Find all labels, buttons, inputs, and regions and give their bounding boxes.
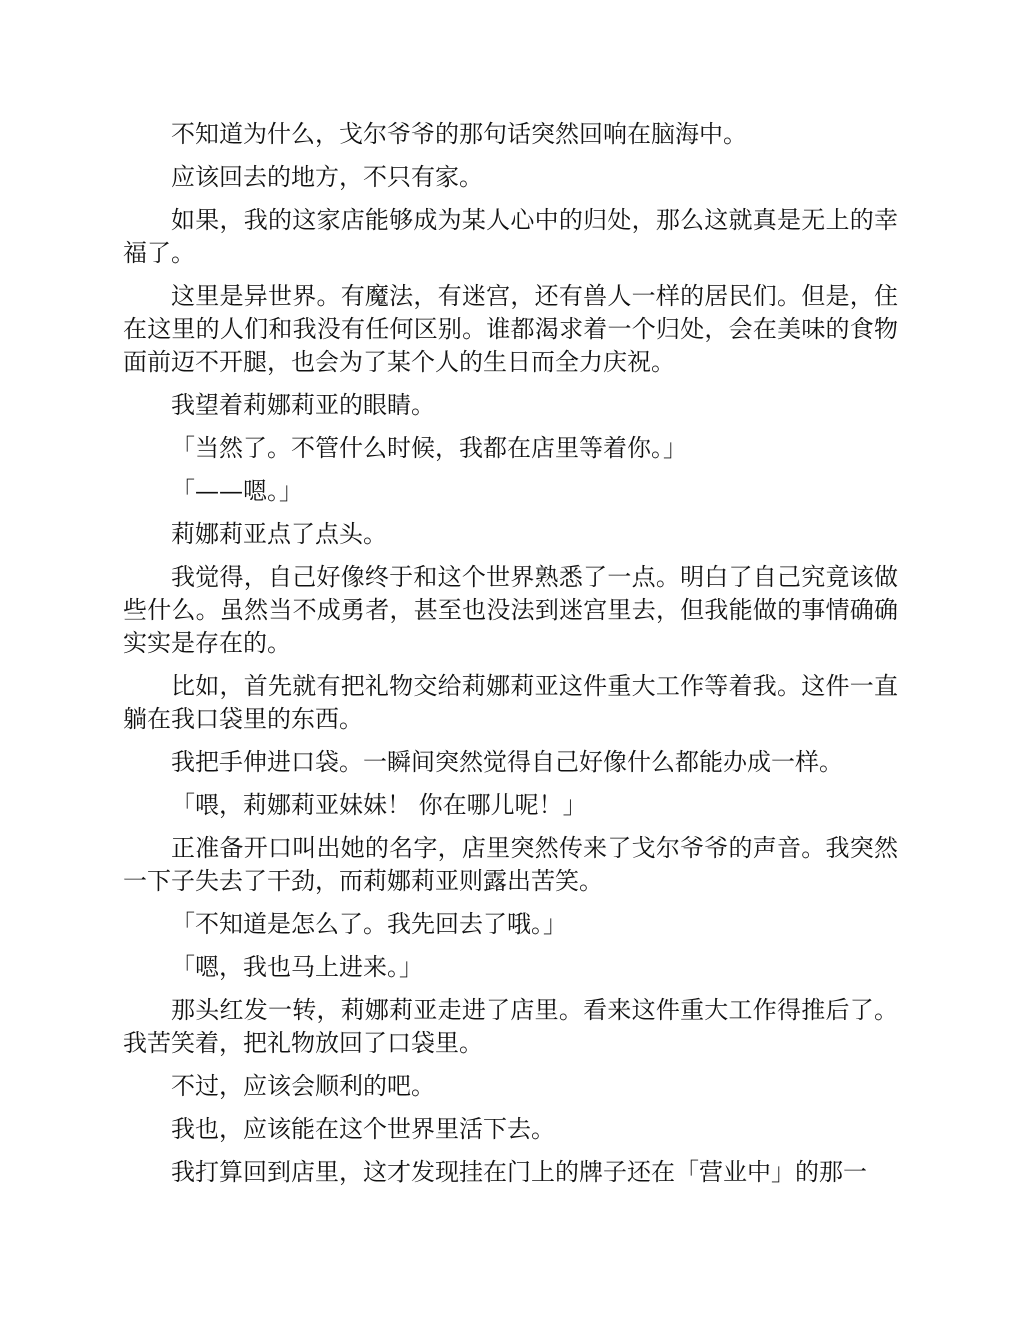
paragraph: 正准备开口叫出她的名字，店里突然传来了戈尔爷爷的声音。我突然一下子失去了干劲，而莉娜莉亚则露出苦笑。 (123, 834, 898, 895)
paragraph: 不知道为什么，戈尔爷爷的那句话突然回响在脑海中。 (171, 120, 747, 148)
paragraph: 「当然了。不管什么时候，我都在店里等着你。」 (171, 434, 687, 462)
paragraph: 不过，应该会顺利的吧。 (171, 1072, 435, 1100)
paragraph: 「——嗯。」 (171, 477, 303, 505)
paragraph: 「喂，莉娜莉亚妹妹！ 你在哪儿呢！」 (171, 791, 587, 819)
paragraph: 「不知道是怎么了。我先回去了哦。」 (171, 910, 567, 938)
paragraph: 应该回去的地方，不只有家。 (171, 163, 483, 191)
paragraph: 如果，我的这家店能够成为某人心中的归处，那么这就真是无上的幸福了。 (123, 206, 898, 267)
paragraph: 比如，首先就有把礼物交给莉娜莉亚这件重大工作等着我。这件一直躺在我口袋里的东西。 (123, 672, 898, 733)
page-text-body (123, 118, 898, 1199)
paragraph: 我打算回到店里，这才发现挂在门上的牌子还在「营业中」的那一 (171, 1158, 867, 1186)
paragraph: 我也，应该能在这个世界里活下去。 (171, 1115, 555, 1143)
paragraph: 我觉得，自己好像终于和这个世界熟悉了一点。明白了自己究竟该做些什么。虽然当不成勇者，甚至也没法到迷宫里去，但我能做的事情确确实实是存在的。 (123, 563, 898, 657)
paragraph: 莉娜莉亚点了点头。 (171, 520, 387, 548)
paragraph: 那头红发一转，莉娜莉亚走进了店里。看来这件重大工作得推后了。我苦笑着，把礼物放回了口袋里。 (123, 996, 898, 1057)
paragraph: 「嗯，我也马上进来。」 (171, 953, 423, 981)
paragraph: 这里是异世界。有魔法，有迷宫，还有兽人一样的居民们。但是，住在这里的人们和我没有任何区别。谁都渴求着一个归处，会在美味的食物面前迈不开腿，也会为了某个人的生日而全力庆祝。 (123, 282, 898, 376)
paragraph: 我把手伸进口袋。一瞬间突然觉得自己好像什么都能办成一样。 (171, 748, 843, 776)
paragraph: 我望着莉娜莉亚的眼睛。 (171, 391, 435, 419)
